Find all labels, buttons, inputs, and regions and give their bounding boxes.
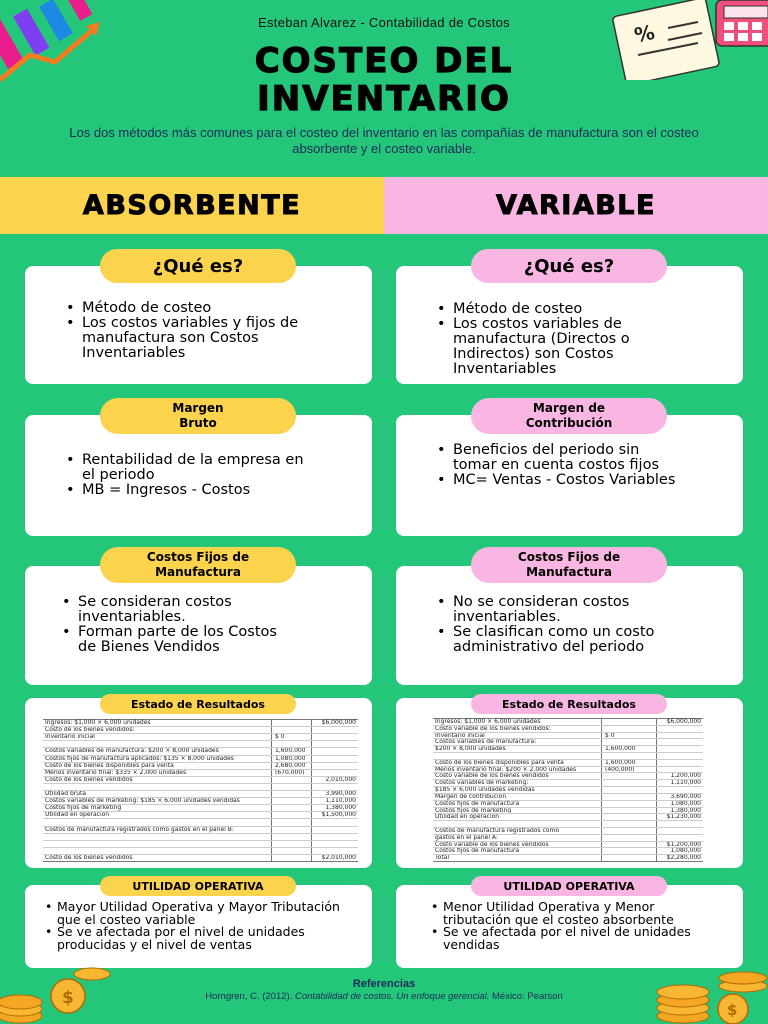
table-row bbox=[43, 747, 358, 754]
row-label: Ingresos: $1,000 × 6,000 unidades bbox=[435, 718, 541, 725]
row-label: Menos inventario final: $200 × 2,000 unidades bbox=[435, 765, 577, 773]
row-amount: $ 0 bbox=[605, 731, 615, 739]
intro-text: Los dos métodos más comunes para el costeo del inventario en las compañías de manufactura son el costeo absorbente y el costeo variable. bbox=[69, 125, 699, 156]
row-label: $185 × 6,000 unidades vendidas bbox=[435, 786, 535, 794]
table-row bbox=[43, 733, 358, 740]
list-item: • Se consideran costos inventariables. bbox=[58, 595, 298, 625]
row-total: $1,200,000 bbox=[666, 840, 701, 848]
row-total: $2,010,000 bbox=[321, 853, 356, 861]
absorbente-costos-fijos-list bbox=[58, 595, 348, 655]
reference-publisher: México: Pearson bbox=[489, 991, 563, 1002]
page-title bbox=[0, 42, 768, 118]
svg-text:$: $ bbox=[727, 1001, 738, 1019]
table-row-divider bbox=[433, 813, 703, 814]
row-label: Total bbox=[435, 854, 450, 862]
table-row-divider bbox=[433, 732, 703, 733]
author-line: Esteban Alvarez - Contabilidad de Costos bbox=[258, 15, 510, 30]
table-row bbox=[43, 847, 358, 854]
row-label: $200 × 8,000 unidades bbox=[435, 745, 506, 753]
row-amount: $ 0 bbox=[275, 733, 285, 741]
variable-margen-pill: Margen de Contribución bbox=[471, 398, 667, 434]
row-total: 2,010,000 bbox=[325, 775, 356, 783]
table-row-divider bbox=[433, 772, 703, 773]
absorbente-que-es-list bbox=[62, 301, 352, 361]
row-label: Costos variables de manufactura: bbox=[435, 738, 537, 746]
table-row bbox=[43, 740, 358, 747]
table-row bbox=[43, 783, 358, 790]
table-row-divider bbox=[433, 807, 703, 808]
row-label: Costo de los bienes disponibles para venta bbox=[435, 758, 564, 766]
absorbente-costos-fijos-pill: Costos Fijos de Manufactura bbox=[100, 547, 296, 583]
table-row-divider bbox=[43, 762, 358, 763]
row-total: 1,380,000 bbox=[670, 806, 701, 814]
row-amount: 1,600,000 bbox=[605, 745, 636, 753]
list-item: • No se consideran costos inventariables. bbox=[433, 595, 663, 625]
table-row bbox=[43, 826, 358, 833]
table-row-divider bbox=[43, 776, 358, 777]
table-row bbox=[43, 719, 358, 726]
row-label: Costo de los bienes vendidos bbox=[45, 775, 133, 783]
row-amount: (400,000) bbox=[605, 765, 635, 773]
table-row-divider bbox=[43, 797, 358, 798]
table-row bbox=[43, 776, 358, 783]
table-row bbox=[43, 769, 358, 776]
row-total: 3,690,000 bbox=[670, 792, 701, 800]
row-label: Costos fijos de manufactura aplicados: $135 × 8,000 unidades bbox=[45, 754, 234, 762]
table-row-divider bbox=[433, 800, 703, 801]
table-row-divider bbox=[43, 733, 358, 734]
list-item: • Menor Utilidad Operativa y Menor tributación que el costeo absorbente bbox=[427, 901, 697, 926]
table-row bbox=[43, 811, 358, 818]
row-total: $1,500,000 bbox=[321, 811, 356, 819]
table-row bbox=[43, 762, 358, 769]
variable-utilidad-list bbox=[427, 901, 727, 951]
variable-que-es-list bbox=[433, 302, 723, 377]
list-item: • Se clasifican como un costo administrativo del periodo bbox=[433, 625, 678, 655]
row-amount: 1,600,000 bbox=[605, 758, 636, 766]
table-row-divider bbox=[433, 725, 703, 726]
list-item: • Beneficios del periodo sin tomar en cuenta costos fijos bbox=[433, 443, 678, 473]
row-label: Costos variables de marketing: bbox=[435, 779, 529, 787]
table-row bbox=[43, 790, 358, 797]
row-label: Costo de los bienes vendidos: bbox=[45, 726, 135, 734]
coins-stack-icon bbox=[0, 964, 110, 1024]
row-label: Menos inventario final: $335 × 2,000 unidades bbox=[45, 768, 187, 776]
row-label: Ingresos: $1,000 × 6,000 unidades bbox=[45, 719, 151, 726]
table-row-divider bbox=[43, 833, 358, 834]
table-row-divider bbox=[43, 783, 358, 784]
table-row bbox=[433, 854, 703, 861]
table-row-divider bbox=[433, 779, 703, 780]
table-row-divider bbox=[433, 834, 703, 835]
table-row bbox=[43, 818, 358, 825]
row-total: $2,280,000 bbox=[666, 854, 701, 862]
variable-costos-fijos-pill: Costos Fijos de Manufactura bbox=[471, 547, 667, 583]
row-total: 1,110,000 bbox=[670, 779, 701, 787]
row-total: 1,380,000 bbox=[325, 804, 356, 812]
row-total: $6,000,000 bbox=[666, 718, 701, 725]
row-label: Costo variable de los bienes vendidos bbox=[435, 772, 549, 780]
table-row-divider bbox=[43, 818, 358, 819]
table-row-divider bbox=[43, 840, 358, 841]
table-row bbox=[43, 804, 358, 811]
table-row-divider bbox=[43, 811, 358, 812]
absorbente-utilidad-pill: UTILIDAD OPERATIVA bbox=[100, 876, 296, 896]
variable-margen-list bbox=[433, 443, 723, 488]
row-total: 1,080,000 bbox=[670, 799, 701, 807]
absorbente-income-statement-table bbox=[43, 719, 358, 861]
row-label: Costo de los bienes disponibles para venta bbox=[45, 761, 174, 769]
absorbente-que-es-pill: ¿Qué es? bbox=[100, 249, 296, 283]
row-label: Costo de los bienes vendidos bbox=[45, 853, 133, 861]
title-line-2: INVENTARIO bbox=[257, 79, 511, 119]
variable-estado-pill: Estado de Resultados bbox=[471, 694, 667, 714]
table-row-divider bbox=[433, 841, 703, 842]
row-label: Costos fijos de manufactura bbox=[435, 847, 520, 855]
table-row-divider bbox=[433, 847, 703, 848]
table-row-divider bbox=[433, 759, 703, 760]
title-line-1: COSTEO DEL bbox=[254, 41, 514, 81]
row-label: gastos en el panel A: bbox=[435, 833, 498, 841]
table-row-divider bbox=[43, 854, 358, 855]
table-row-divider bbox=[43, 847, 358, 848]
table-row-divider bbox=[43, 740, 358, 741]
list-item: • Los costos variables y fijos de manufactura son Costos Inventariables bbox=[62, 316, 312, 361]
variable-costos-fijos-list bbox=[433, 595, 723, 655]
list-item: • Forman parte de los Costos de Bienes Vendidos bbox=[58, 625, 298, 655]
list-item: • MB = Ingresos - Costos bbox=[62, 483, 352, 498]
row-total: $6,000,000 bbox=[321, 719, 356, 726]
variable-utilidad-pill: UTILIDAD OPERATIVA bbox=[471, 876, 667, 896]
row-total: 1,080,000 bbox=[670, 847, 701, 855]
variable-que-es-pill: ¿Qué es? bbox=[471, 249, 667, 283]
list-item: • Rentabilidad de la empresa en el periodo bbox=[62, 453, 312, 483]
row-label: Utilidad bruta bbox=[45, 790, 87, 797]
reference-author: Horngren, C. (2012). bbox=[205, 991, 295, 1002]
table-row-divider bbox=[433, 786, 703, 787]
row-amount: 2,680,000 bbox=[275, 761, 306, 769]
list-item: • MC= Ventas - Costos Variables bbox=[433, 473, 693, 488]
table-row bbox=[43, 797, 358, 804]
absorbente-utilidad-list bbox=[41, 901, 361, 951]
table-border bbox=[43, 861, 358, 862]
row-label: Costos fijos de marketing bbox=[435, 806, 512, 814]
row-label: Margen de contribución bbox=[435, 792, 507, 800]
table-row-divider bbox=[433, 752, 703, 753]
row-label: Costo variable de los bienes vendidos: bbox=[435, 724, 551, 732]
row-label: Inventario inicial bbox=[45, 733, 95, 741]
table-row-divider bbox=[43, 755, 358, 756]
list-item: • Se ve afectada por el nivel de unidades vendidas bbox=[427, 926, 697, 951]
row-amount: 1,600,000 bbox=[275, 747, 306, 755]
column-header-variable: VARIABLE bbox=[384, 177, 768, 234]
row-label: Costo variable de los bienes vendidos bbox=[435, 840, 549, 848]
row-amount: 1,080,000 bbox=[275, 754, 306, 762]
table-row-divider bbox=[43, 769, 358, 770]
list-item: • Los costos variables de manufactura (Directos o Indirectos) son Costos Inventariables bbox=[433, 317, 693, 377]
references-title: Referencias bbox=[352, 978, 416, 990]
table-row bbox=[43, 840, 358, 847]
row-label: Inventario inicial bbox=[435, 731, 485, 739]
table-row bbox=[43, 726, 358, 733]
table-row-divider bbox=[433, 854, 703, 855]
absorbente-margen-list bbox=[62, 453, 352, 498]
row-label: Costos variables de marketing: $185 × 6,000 unidades vendidas bbox=[45, 797, 240, 805]
table-row-divider bbox=[433, 738, 703, 739]
row-label: Costos de manufactura registrados como bbox=[435, 826, 559, 834]
reference-book-title: Contabilidad de costos. Un enfoque gerencial. bbox=[295, 991, 490, 1002]
row-label: Utilidad en operación bbox=[435, 813, 500, 821]
svg-text:%: % bbox=[632, 19, 657, 48]
svg-text:$: $ bbox=[62, 988, 74, 1008]
table-row-divider bbox=[433, 745, 703, 746]
table-row-divider bbox=[433, 793, 703, 794]
row-total: $1,230,000 bbox=[666, 813, 701, 821]
row-total: 3,990,000 bbox=[325, 790, 356, 797]
table-row-divider bbox=[43, 726, 358, 727]
table-row-divider bbox=[433, 827, 703, 828]
row-label: Costos de manufactura registrados como gastos en el panel B: bbox=[45, 825, 234, 833]
absorbente-estado-pill: Estado de Resultados bbox=[100, 694, 296, 714]
column-header-absorbente: ABSORBENTE bbox=[0, 177, 384, 234]
list-item: • Método de costeo bbox=[62, 301, 352, 316]
list-item: • Método de costeo bbox=[433, 302, 723, 317]
table-row-divider bbox=[433, 766, 703, 767]
row-label: Utilidad en operación bbox=[45, 811, 110, 819]
coins-stack-icon bbox=[653, 964, 768, 1024]
table-row-divider bbox=[433, 820, 703, 821]
table-row-divider bbox=[43, 826, 358, 827]
row-label: Costos fijos de manufactura bbox=[435, 799, 520, 807]
row-label: Costos fijos de marketing bbox=[45, 804, 122, 812]
table-row bbox=[43, 833, 358, 840]
absorbente-margen-pill: Margen Bruto bbox=[100, 398, 296, 434]
list-item: • Mayor Utilidad Operativa y Mayor Tributación que el costeo variable bbox=[41, 901, 341, 926]
variable-income-statement-table bbox=[433, 718, 703, 861]
row-label: Costos variables de manufactura: $200 × 8,000 unidades bbox=[45, 747, 219, 755]
table-row bbox=[43, 854, 358, 861]
row-total: 1,200,000 bbox=[670, 772, 701, 780]
table-row-divider bbox=[43, 790, 358, 791]
table-row-divider bbox=[43, 747, 358, 748]
table-row-divider bbox=[43, 804, 358, 805]
table-row bbox=[43, 755, 358, 762]
row-amount: (670,000) bbox=[275, 768, 305, 776]
list-item: • Se ve afectada por el nivel de unidades producidas y el nivel de ventas bbox=[41, 926, 331, 951]
row-total: 1,110,000 bbox=[325, 797, 356, 805]
